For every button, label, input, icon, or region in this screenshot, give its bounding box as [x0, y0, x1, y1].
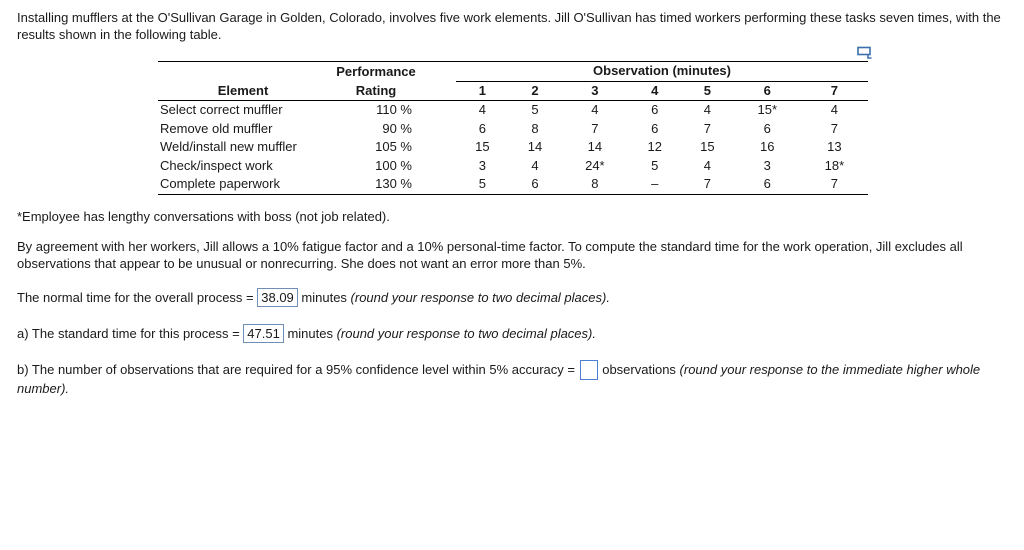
table-row [158, 157, 868, 176]
problem-paragraph: By agreement with her workers, Jill allows a 10% fatigue factor and a 10% personal-time factor. To compute the standard time for the work operation, Jill excludes all observations that appear to be unusual or nonrecurring. She does not want an error more than 5%. [17, 239, 963, 271]
table-row [158, 138, 868, 157]
obs-value: 6 [509, 175, 562, 194]
obs-col-4: 4 [628, 81, 681, 101]
normal-time-line [17, 288, 610, 307]
obs-col-3: 3 [561, 81, 628, 101]
obs-value: 4 [531, 157, 539, 173]
obs-value: 15* [757, 102, 778, 118]
obs-value: 6 [651, 102, 659, 118]
obs-value: 4 [703, 157, 711, 173]
obs-value: 5 [531, 102, 539, 118]
obs-value: 4 [703, 102, 711, 118]
obs-value: 16 [760, 139, 775, 155]
element-name: Remove old muffler [160, 120, 273, 136]
obs-value: 12 [647, 139, 662, 155]
normal-time-answer[interactable]: 38.09 [257, 288, 298, 307]
obs-value: 3 [478, 157, 486, 173]
part-b-suffix: observations [598, 362, 680, 377]
obs-value: 13 [827, 139, 842, 155]
normal-time-prefix: The normal time for the overall process = [17, 290, 258, 305]
obs-value: 15 [475, 139, 490, 155]
obs-value: 3 [763, 157, 771, 173]
obs-value: 4 [591, 102, 599, 118]
rating-value: 110 % [376, 102, 412, 118]
obs-value: 15 [700, 139, 715, 155]
obs-value: 7 [703, 120, 711, 136]
obs-value: 7 [681, 175, 734, 194]
obs-col-7: 7 [801, 81, 868, 101]
observation-table [158, 61, 868, 195]
table-row [158, 175, 868, 194]
part-b-note: (round your response to the immediate higher whole number). [17, 362, 981, 396]
obs-col-1: 1 [456, 81, 509, 101]
intro-text: Installing mufflers at the O'Sullivan Garage in Golden, Colorado, involves five work elements. Jill O'Sullivan has timed workers performing these tasks seven times, with the results shown in the following table. [17, 10, 1001, 42]
header-rating: Rating [328, 81, 424, 101]
part-b-prefix: b) The number of observations that are required for a 95% confidence level within 5% accuracy = [17, 362, 579, 377]
header-element: Element [158, 81, 328, 101]
obs-value: 7 [830, 120, 839, 136]
part-a-suffix: minutes [283, 326, 337, 341]
element-name: Select correct muffler [160, 102, 283, 118]
obs-value: – [628, 175, 681, 194]
rating-value: 90 % [382, 120, 412, 136]
part-a-prefix: a) The standard time for this process = [17, 326, 244, 341]
obs-value: 8 [561, 175, 628, 194]
obs-value: 7 [591, 120, 599, 136]
table-row [158, 120, 868, 139]
header-performance: Performance [336, 63, 416, 79]
obs-col-6: 6 [734, 81, 801, 101]
obs-value: 6 [478, 120, 486, 136]
normal-time-suffix: minutes [297, 290, 351, 305]
obs-value: 7 [801, 175, 868, 194]
obs-value: 4 [478, 102, 486, 118]
normal-time-note: (round your response to two decimal places). [350, 290, 610, 305]
header-observation: Observation (minutes) [456, 62, 868, 82]
obs-value: 24* [585, 157, 605, 173]
observations-input[interactable] [580, 360, 598, 380]
footnote: *Employee has lengthy conversations with boss (not job related). [17, 209, 390, 224]
obs-value: 6 [763, 120, 771, 136]
part-b-line [17, 360, 1017, 397]
obs-value: 6 [651, 120, 659, 136]
obs-value: 4 [830, 102, 839, 118]
copy-table-icon[interactable] [857, 46, 873, 60]
rating-value: 105 % [375, 139, 412, 155]
obs-col-5: 5 [681, 81, 734, 101]
part-a-note: (round your response to two decimal places). [336, 326, 596, 341]
table-row [158, 101, 868, 120]
obs-value: 14 [587, 139, 603, 155]
part-a-line [17, 324, 596, 343]
rating-value: 130 % [328, 175, 424, 194]
rating-value: 100 % [375, 157, 412, 173]
obs-value: 18* [824, 157, 845, 173]
obs-value: 5 [651, 157, 659, 173]
element-name: Weld/install new muffler [160, 139, 297, 155]
obs-value: 8 [531, 120, 539, 136]
obs-value: 5 [456, 175, 509, 194]
element-name: Check/inspect work [160, 157, 273, 173]
obs-value: 14 [527, 139, 543, 155]
standard-time-answer[interactable]: 47.51 [243, 324, 284, 343]
obs-col-2: 2 [509, 81, 562, 101]
element-name: Complete paperwork [158, 175, 328, 194]
obs-value: 6 [734, 175, 801, 194]
